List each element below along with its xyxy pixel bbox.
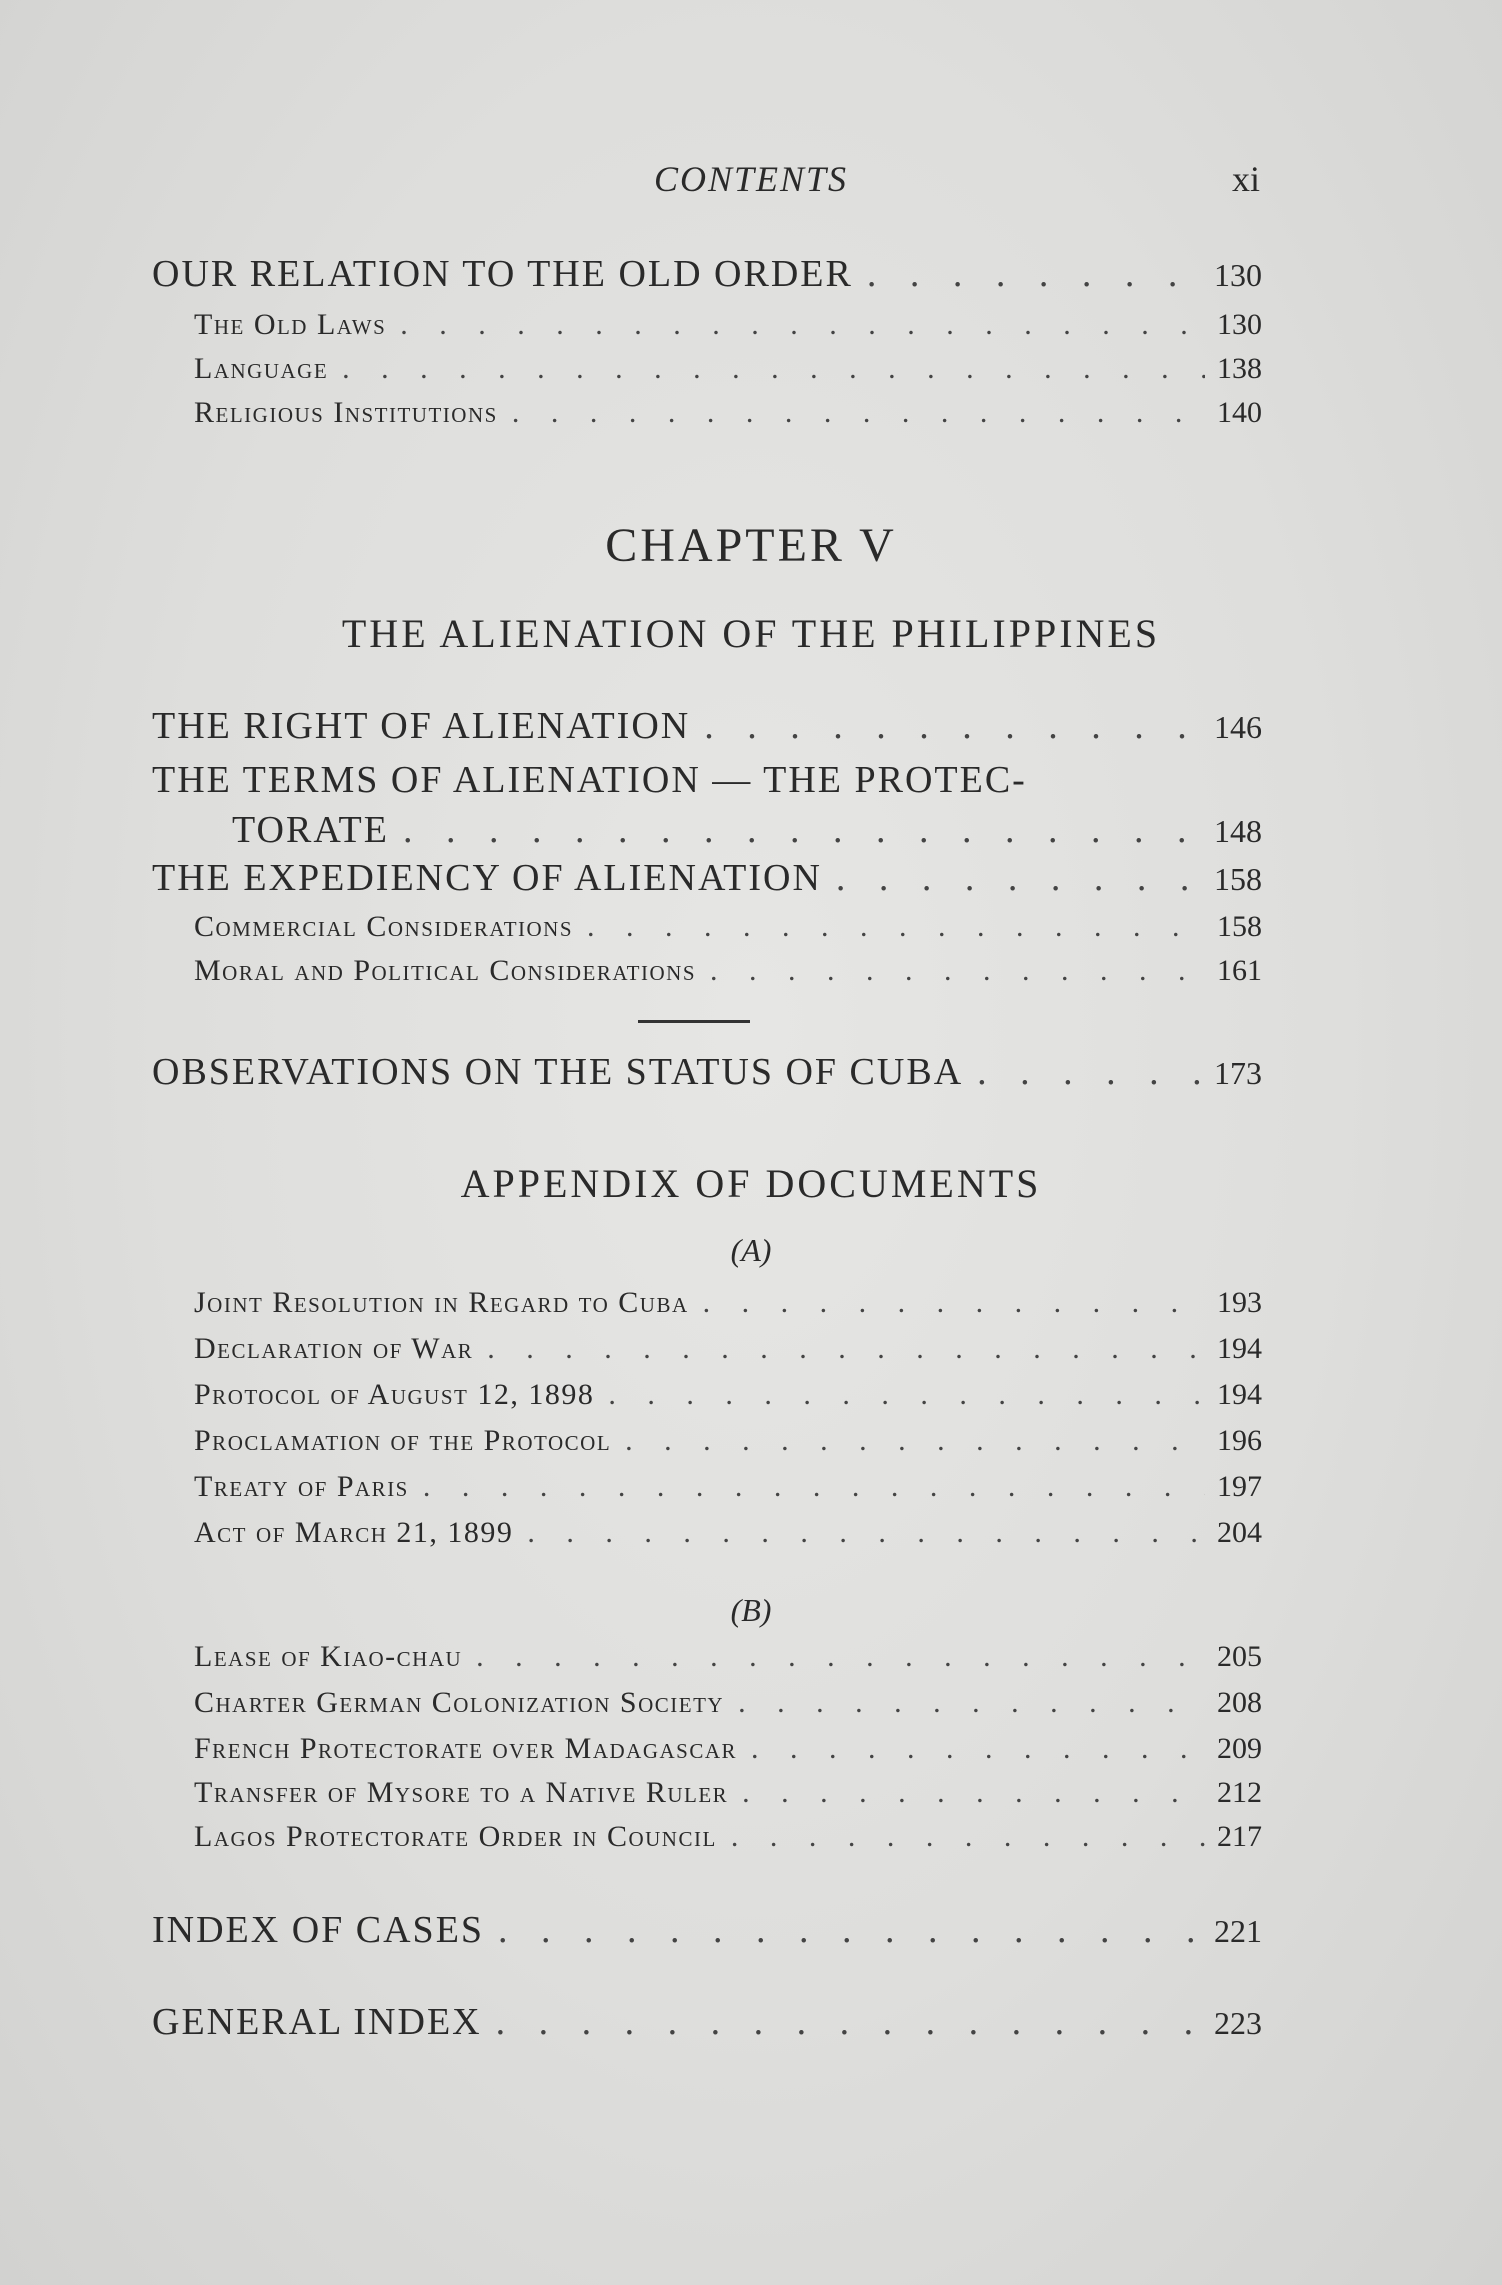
toc-entry-label: THE TERMS OF ALIENATION — THE PROTEC- — [152, 759, 1027, 801]
toc-subentry — [194, 1286, 1262, 1320]
toc-entry-terms-of-alienation — [152, 758, 1262, 802]
toc-entry-expediency — [152, 856, 1262, 900]
toc-page-number: 197 — [1217, 1470, 1262, 1503]
leader-dots — [403, 808, 1202, 852]
toc-page-number: 194 — [1217, 1378, 1262, 1411]
toc-entry-old-order — [152, 252, 1262, 296]
toc-subentry — [194, 352, 1262, 386]
leader-dots — [977, 1050, 1202, 1094]
toc-subentry — [194, 910, 1262, 944]
toc-entry-general-index — [152, 2000, 1262, 2044]
leader-dots — [738, 1686, 1205, 1720]
toc-page-number: 158 — [1214, 861, 1262, 897]
toc-entry-label: Religious Institutions — [194, 396, 498, 429]
toc-subentry — [194, 1378, 1262, 1412]
toc-page-number: 130 — [1214, 257, 1262, 293]
appendix-group-a-label: (A) — [730, 1232, 772, 1268]
toc-subentry — [194, 1516, 1262, 1550]
toc-page-number: 138 — [1217, 352, 1262, 385]
leader-dots — [498, 1908, 1202, 1952]
leader-dots — [527, 1516, 1205, 1550]
toc-entry-label: Joint Resolution in Regard to Cuba — [194, 1286, 689, 1319]
toc-subentry — [194, 396, 1262, 430]
toc-entry-label: THE RIGHT OF ALIENATION — [152, 705, 691, 747]
toc-entry-label: OUR RELATION TO THE OLD ORDER — [152, 253, 853, 295]
toc-entry-label: Lease of Kiao-chau — [194, 1640, 463, 1673]
leader-dots — [608, 1378, 1205, 1412]
toc-entry-label: Act of March 21, 1899 — [194, 1516, 514, 1549]
leader-dots — [342, 352, 1205, 386]
toc-entry-label: OBSERVATIONS ON THE STATUS OF CUBA — [152, 1051, 964, 1093]
toc-entry-label: Declaration of War — [194, 1332, 474, 1365]
leader-dots — [751, 1732, 1205, 1766]
toc-page-number: 221 — [1214, 1913, 1262, 1949]
leader-dots — [704, 704, 1202, 748]
toc-page-number: 158 — [1217, 910, 1262, 943]
toc-page-number: 140 — [1217, 396, 1262, 429]
toc-subentry — [194, 1820, 1262, 1854]
leader-dots — [625, 1424, 1205, 1458]
chapter-number: CHAPTER V — [605, 519, 897, 572]
toc-page-number: 196 — [1217, 1424, 1262, 1457]
leader-dots — [423, 1470, 1205, 1504]
toc-page-number: 205 — [1217, 1640, 1262, 1673]
toc-page-number: 193 — [1217, 1286, 1262, 1319]
toc-entry-label: INDEX OF CASES — [152, 1909, 485, 1951]
toc-entry-label: TORATE — [232, 809, 389, 851]
leader-dots — [836, 856, 1202, 900]
toc-entry-label: Language — [194, 352, 329, 385]
toc-entry-label: Transfer of Mysore to a Native Ruler — [194, 1776, 729, 1809]
toc-page-number: 223 — [1214, 2005, 1262, 2041]
leader-dots — [710, 954, 1205, 988]
toc-entry-label: French Protectorate over Madagascar — [194, 1732, 738, 1765]
toc-entry-label: Moral and Political Considerations — [194, 954, 697, 987]
toc-entry-label: Lagos Protectorate Order in Council — [194, 1820, 717, 1853]
toc-entry-right-of-alienation — [152, 704, 1262, 748]
running-title: CONTENTS — [653, 159, 849, 199]
toc-entry-cuba — [152, 1050, 1262, 1094]
toc-entry-label: THE EXPEDIENCY OF ALIENATION — [152, 857, 822, 899]
toc-page-number: 212 — [1217, 1776, 1262, 1809]
leader-dots — [512, 396, 1205, 430]
toc-page-number: 130 — [1217, 308, 1262, 341]
appendix-group-b-label: (B) — [730, 1592, 772, 1628]
toc-subentry — [194, 1470, 1262, 1504]
leader-dots — [587, 910, 1205, 944]
toc-subentry — [194, 1640, 1262, 1674]
toc-page-number: 217 — [1217, 1820, 1262, 1853]
leader-dots — [487, 1332, 1205, 1366]
toc-entry-label: Treaty of Paris — [194, 1470, 409, 1503]
leader-dots — [400, 308, 1205, 342]
leader-dots — [731, 1820, 1205, 1854]
toc-entry-label: The Old Laws — [194, 308, 387, 341]
toc-entry-index-of-cases — [152, 1908, 1262, 1952]
toc-entry-terms-continuation — [232, 808, 1262, 852]
toc-page-number: 148 — [1214, 813, 1262, 849]
toc-subentry — [194, 308, 1262, 342]
page-folio: xi — [1232, 159, 1261, 199]
chapter-title: THE ALIENATION OF THE PHILIPPINES — [341, 611, 1161, 656]
toc-entry-label: Proclamation of the Protocol — [194, 1424, 612, 1457]
toc-entry-label: Commercial Considerations — [194, 910, 574, 943]
toc-page-number: 208 — [1217, 1686, 1262, 1719]
leader-dots — [476, 1640, 1205, 1674]
leader-dots — [703, 1286, 1205, 1320]
toc-page-number: 209 — [1217, 1732, 1262, 1765]
appendix-title: APPENDIX OF DOCUMENTS — [460, 1161, 1042, 1206]
toc-page-number: 173 — [1214, 1055, 1262, 1091]
section-divider — [638, 1020, 750, 1023]
toc-page-number: 204 — [1217, 1516, 1262, 1549]
leader-dots — [496, 2000, 1202, 2044]
leader-dots — [867, 252, 1202, 296]
toc-page-number: 194 — [1217, 1332, 1262, 1365]
toc-entry-label: Protocol of August 12, 1898 — [194, 1378, 595, 1411]
toc-subentry — [194, 1776, 1262, 1810]
toc-subentry — [194, 1686, 1262, 1720]
toc-page-number: 146 — [1214, 709, 1262, 745]
toc-page-number: 161 — [1217, 954, 1262, 987]
leader-dots — [742, 1776, 1205, 1810]
toc-subentry — [194, 954, 1262, 988]
toc-entry-label: GENERAL INDEX — [152, 2001, 482, 2043]
toc-subentry — [194, 1424, 1262, 1458]
toc-entry-label: Charter German Colonization Society — [194, 1686, 725, 1719]
toc-subentry — [194, 1732, 1262, 1766]
toc-subentry — [194, 1332, 1262, 1366]
